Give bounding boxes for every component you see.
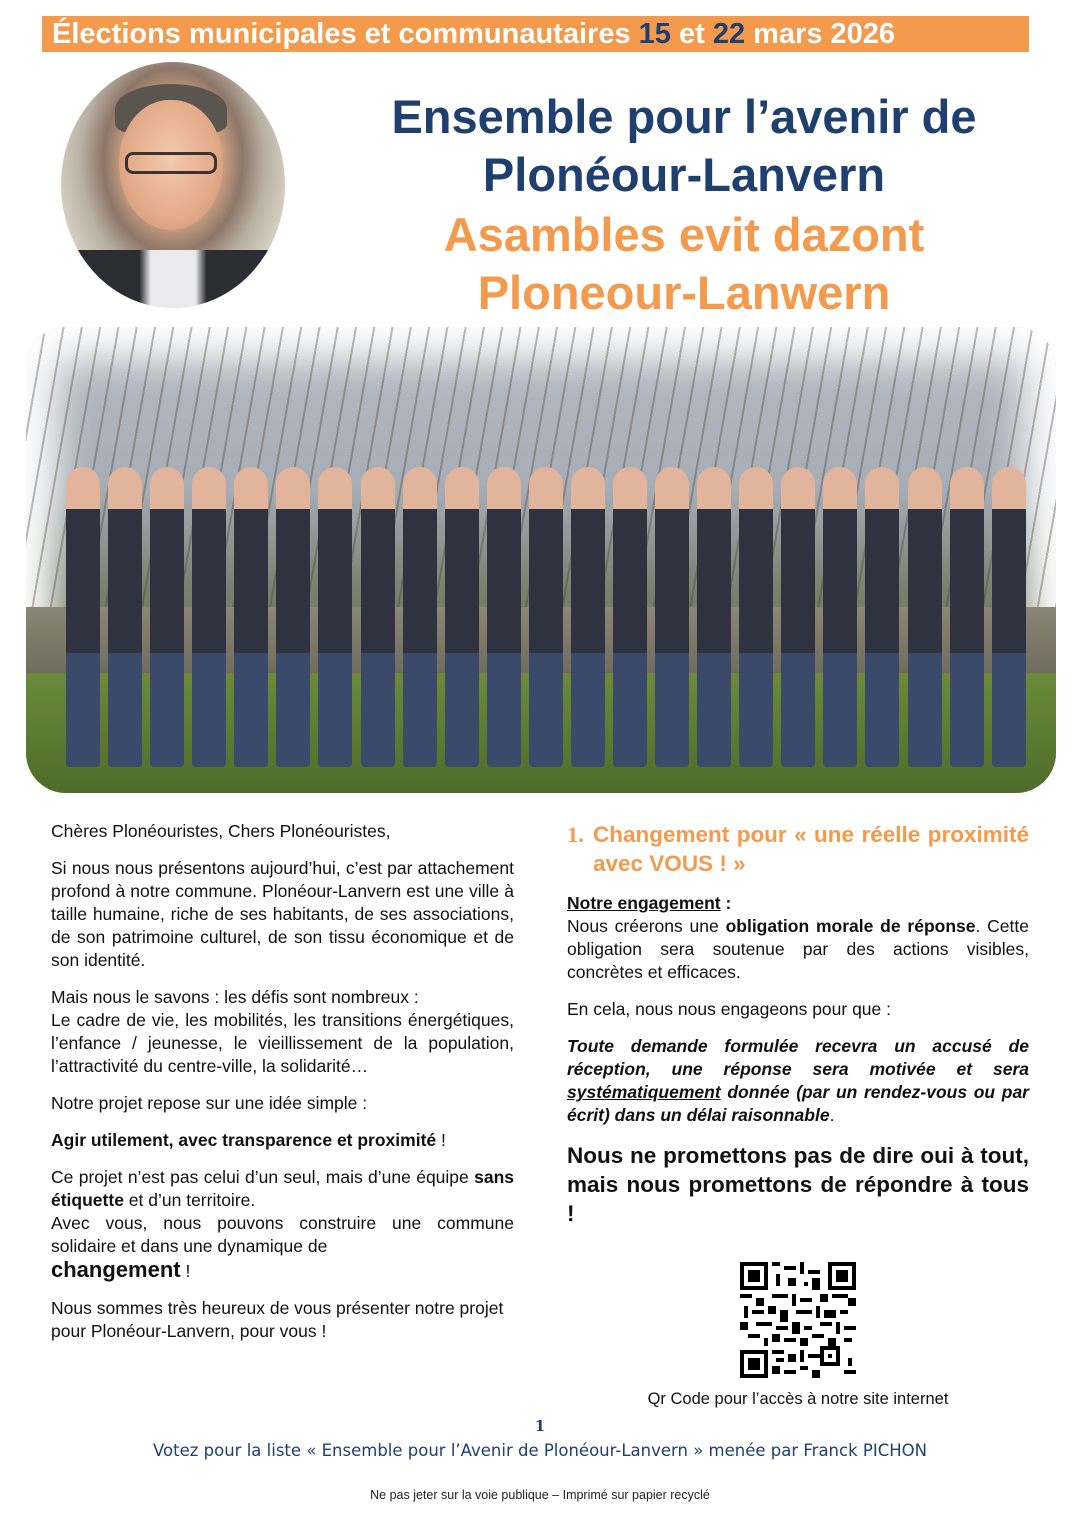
motto-end: ! [436,1130,446,1150]
challenges-intro: Mais nous le savons : les défis sont nombreux : [51,987,419,1007]
portrait-jacket [61,250,285,308]
detail-underlined: systématiquement [567,1082,721,1102]
title-breton-line-2: Ploneour-Lanwern [477,266,891,319]
detail-b: donnée (par un rendez-vous ou par écrit) dans un délai raisonnable [567,1082,1029,1125]
team-member [908,467,942,767]
qr-code-caption: Qr Code pour l’accès à notre site internet [647,1390,949,1408]
banner-date-1: 15 [638,18,671,50]
detail-a: Toute demande formulée recevra un accusé de réception, une réponse sera motivée et sera [567,1036,1029,1079]
engagement-bold: obligation morale de réponse [725,916,976,936]
team-member [234,467,268,767]
change-text: Avec vous, nous pouvons construire une commune solidaire et dans une dynamique de [51,1213,514,1256]
team-member [276,467,310,767]
letter-paragraph-6 [51,1212,514,1283]
photo-people [66,437,1026,767]
team-member [992,467,1026,767]
election-banner [42,16,1029,52]
team-member [655,467,689,767]
engagement-text [567,915,1029,984]
title-french-line-2: Plonéour-Lanvern [482,148,886,201]
team-text-bold: sans étiquette [51,1167,514,1210]
title-french-line-1: Ensemble pour l’avenir de [391,90,977,143]
team-member [361,467,395,767]
team-member [403,467,437,767]
team-group-photo [26,327,1056,793]
letter-greeting: Chères Plonéouristes, Chers Plonéouristes, [51,821,391,841]
team-member [739,467,773,767]
vote-footer: Votez pour la liste « Ensemble pour l’Avenir de Plonéour-Lanvern » menée par Franck PICHON [153,1441,927,1460]
team-text-b: et d’un territoire. [123,1190,256,1210]
recycle-notice: Ne pas jeter sur la voie publique – Imprimé sur papier recyclé [370,1488,710,1502]
section-title: Changement pour « une réelle proximité avec VOUS ! » [593,822,1029,876]
team-member [781,467,815,767]
title-french [340,88,1028,204]
change-end: ! [180,1261,191,1281]
team-member [697,467,731,767]
letter-paragraph-2 [51,986,514,1078]
portrait-glasses [125,152,217,174]
team-member [192,467,226,767]
candidate-portrait [61,62,285,308]
banner-mid: et [670,18,713,50]
change-word: changement [51,1257,181,1282]
website-qr-code[interactable] [740,1262,856,1378]
engagement-text-b: . Cette obligation sera soutenue par des actions visibles, concrètes et efficaces. [567,916,1029,982]
letter-paragraph-3: Notre projet repose sur une idée simple : [51,1093,368,1113]
page-number: 1 [534,1417,546,1435]
letter-column [51,820,514,1357]
team-member [318,467,352,767]
title-breton [340,206,1028,322]
engagement-label: Notre engagement [567,893,721,913]
engagement-intro: En cela, nous nous engageons pour que : [567,999,891,1019]
letter-motto [51,1129,514,1152]
team-member [150,467,184,767]
team-text-a: Ce projet n’est pas celui d’un seul, mais d’une équipe [51,1167,475,1187]
section-heading [567,820,1029,878]
team-member [865,467,899,767]
team-member [529,467,563,767]
section-number: 1. [567,822,584,847]
letter-paragraph-7: Nous sommes très heureux de vous présenter notre projet pour Plonéour-Lanvern, pour vous ! [51,1298,504,1341]
banner-date-2: 22 [712,18,746,50]
engagement-heading [567,892,1029,915]
detail-end: . [829,1105,835,1125]
team-member [571,467,605,767]
team-member [108,467,142,767]
letter-paragraph-5 [51,1166,514,1212]
engagement-promise-detail [567,1035,1029,1127]
team-member [950,467,984,767]
team-member [66,467,100,767]
banner-prefix: Élections municipales et communautaires [52,18,639,50]
team-member [487,467,521,767]
engagement-colon: : [720,893,732,913]
challenges-list: Le cadre de vie, les mobilités, les transitions énergétiques, l’enfance / jeunesse, le vieillissement de la population, l’attractivité du centre-ville, la solidarité… [51,1010,514,1076]
engagement-text-a: Nous créerons une [567,916,726,936]
title-breton-line-1: Asambles evit dazont [443,208,925,261]
letter-paragraph-1: Si nous nous présentons aujourd’hui, c’est par attachement profond à notre commune. Plonéour-Lanvern est une ville à taille humaine, riche de ses habitants, de ses associations, de son patrimoine culturel, de son tissu économique et de son identité. [51,858,514,970]
team-member [823,467,857,767]
promise-statement: Nous ne promettons pas de dire oui à tout, mais nous promettons de répondre à tous ! [567,1143,1029,1226]
team-member [613,467,647,767]
team-member [445,467,479,767]
motto-bold: Agir utilement, avec transparence et proximité [51,1130,437,1150]
commitment-column [567,820,1029,1242]
banner-suffix: mars 2026 [745,18,896,50]
